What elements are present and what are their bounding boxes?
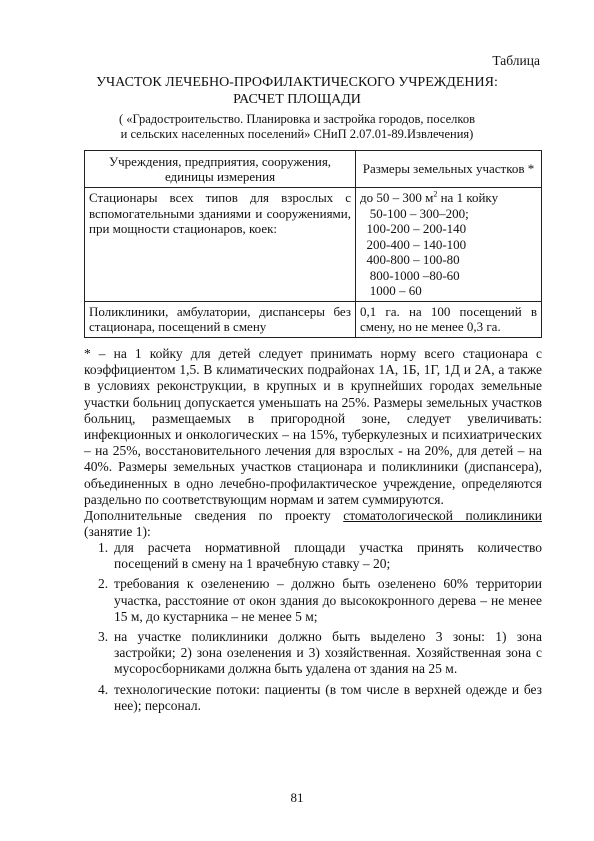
additional-info-paragraph [84, 508, 542, 540]
table-header-row [85, 151, 542, 188]
item-text: для расчета нормативной площади участка принять количество посещений в смену на 1 врачебную ставку – 20; [114, 540, 542, 572]
cell-hospital-sizes [356, 188, 542, 302]
range-first-prefix: до 50 – 300 м [360, 190, 434, 205]
source-citation [80, 112, 514, 142]
source-line-2: и сельских населенных поселений» СНиП 2.07.01-89.Извлечения) [120, 127, 474, 141]
header-institutions: Учреждения, предприятия, сооружения, единицы измерения [85, 151, 356, 188]
range-line: 50-100 – 300–200; [360, 205, 469, 221]
list-item [84, 629, 542, 678]
table-row [85, 301, 542, 337]
land-area-table [84, 150, 542, 338]
extra-prefix: Дополнительные сведения по проекту [84, 508, 344, 523]
square-sup: 2 [433, 189, 438, 199]
range-line: 1000 – 60 [360, 283, 422, 298]
source-line-1: ( «Градостроительство. Планировка и застройка городов, поселков [119, 112, 475, 126]
item-text: требования к озеленению – должно быть озеленено 60% территории участка, расстояние от окон здания до высококронного дерева – не менее 15 м, до кустарника – не менее 5 м; [114, 576, 542, 624]
page-number: 81 [290, 790, 304, 805]
range-line: 400-800 – 100-80 [360, 252, 460, 267]
item-number: 2. [98, 576, 109, 592]
item-number: 4. [98, 681, 109, 697]
item-text: на участке поликлиники должно быть выделено 3 зоны: 1) зона застройки; 2) зона озеленения и 3) хозяйственная. Хозяйственная зона с мусоросборниками должна быть удалена от здания на 25 м. [114, 629, 542, 677]
title-line-1: УЧАСТОК ЛЕЧЕБНО-ПРОФИЛАКТИЧЕСКОГО УЧРЕЖДЕНИЯ: [96, 75, 498, 90]
range-line: 200-400 – 140-100 [360, 236, 467, 252]
range-line: 100-200 – 200-140 [360, 221, 467, 236]
title-line-2: РАСЧЕТ ПЛОЩАДИ [233, 92, 361, 107]
project-link: стоматологической поликлиники [343, 508, 542, 523]
footnote-paragraph: * – на 1 койку для детей следует принимать норму всего стационара с коэффициентом 1,5. В климатических подрайонах 1А, 1Б, 1Г, 1Д и 2А, а также в условиях реконструкции, в крупных и в крупнейших городах земельные участки больниц допускается уменьшать на 25%. Размеры земельных участков больниц, размещаемых в пригородной зоне, следует увеличивать: инфекционных и онкологических – на 15%, туберкулезных и психиатрических – на 25%, восстановительного лечения для взрослых - на 20%, для детей – на 40%. Размеры земельных участков стационара и поликлиники (диспансера), объединенных в одно лечебно-профилактическое учреждение, определяются раздельно по соответствующим нормам и затем суммируются. [84, 346, 542, 507]
page-title [80, 74, 514, 108]
range-line: 800-1000 –80-60 [360, 267, 460, 283]
header-land-size: Размеры земельных участков * [356, 151, 542, 188]
requirements-list [84, 540, 542, 718]
list-item [84, 576, 542, 625]
cell-polyclinics: Поликлиники, амбулатории, диспансеры без стационара, посещений в смену [85, 301, 356, 337]
table-label: Таблица [492, 53, 540, 68]
range-first-suffix: на 1 койку [437, 190, 499, 205]
extra-suffix: (занятие 1): [84, 524, 151, 540]
cell-hospitals: Стационары всех типов для взрослых с вспомогательными зданиями и сооружениями, при мощности стационаров, коек: [85, 188, 356, 302]
table-row [85, 188, 542, 302]
cell-polyclinic-sizes: 0,1 га. на 100 посещений в смену, но не менее 0,3 га. [356, 301, 542, 337]
list-item [84, 540, 542, 572]
item-text: технологические потоки: пациенты (в том числе в верхней одежде и без нее); персонал. [114, 681, 542, 713]
item-number: 1. [98, 540, 109, 555]
list-item [84, 682, 542, 714]
range-line-first [360, 190, 537, 206]
item-number: 3. [98, 629, 109, 645]
